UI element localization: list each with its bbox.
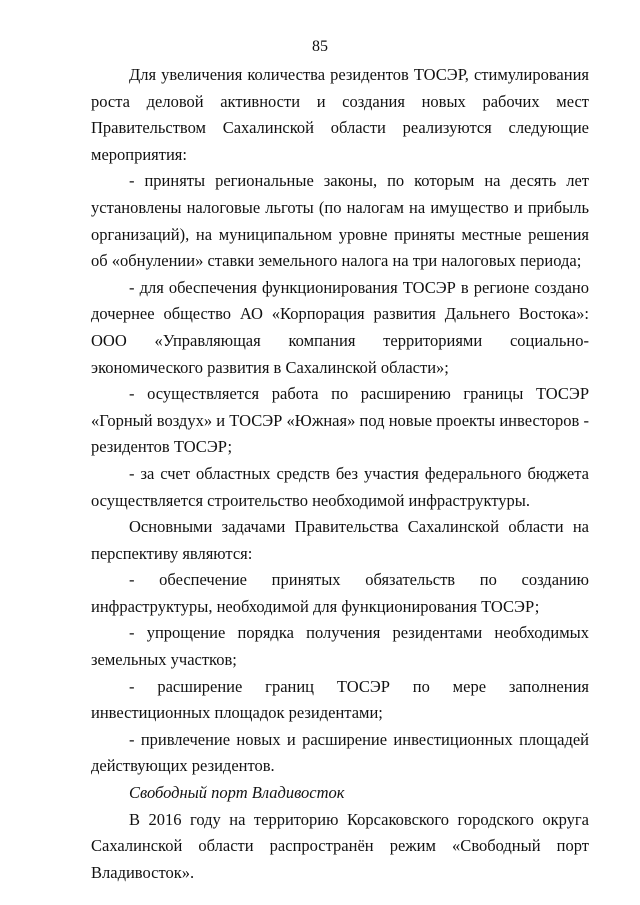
page-number: 85: [312, 38, 328, 55]
list-item-boundary-expansion: - осуществляется работа по расширению границы ТОСЭР «Горный воздух» и ТОСЭР «Южная» под новые проекты инвесторов - резидентов ТОСЭР;: [91, 384, 589, 457]
paragraph-free-port: В 2016 году на территорию Корсаковского городского округа Сахалинской области распространён режим «Свободный порт Владивосток».: [91, 809, 589, 882]
task-attract-investment: - привлечение новых и расширение инвестиционных площадей действующих резидентов.: [91, 729, 589, 776]
task-expand-boundaries: - расширение границ ТОСЭР по мере заполнения инвестиционных площадок резидентами;: [91, 676, 589, 723]
task-land-plots: - упрощение порядка получения резидентами необходимых земельных участков;: [91, 623, 589, 670]
paragraph-intro: Для увеличения количества резидентов ТОСЭР, стимулирования роста деловой активности и создания новых рабочих мест Правительством Сахалинской области реализуются следующие мероприятия:: [91, 65, 589, 164]
section-heading: Свободный порт Владивосток: [129, 783, 345, 803]
list-item-subsidiary: - для обеспечения функционирования ТОСЭР в регионе создано дочернее общество АО «Корпорация развития Дальнего Востока»: ООО «Управляющая компания территориями социально-экономического развития в Сахалинской области»;: [91, 277, 589, 377]
list-item-infrastructure: - за счет областных средств без участия федерального бюджета осуществляется строительство необходимой инфраструктуры.: [91, 463, 589, 510]
list-item-tax-benefits: - приняты региональные законы, по которым на десять лет установлены налоговые льготы (по налогам на имущество и прибыль организаций), на муниципальном уровне приняты местные решения об «обнулении» ставки земельного налога на три налоговых периода;: [91, 171, 589, 271]
task-obligations: - обеспечение принятых обязательств по созданию инфраструктуры, необходимой для функционирования ТОСЭР;: [91, 570, 589, 616]
paragraph-tasks: Основными задачами Правительства Сахалинской области на перспективу являются:: [91, 517, 589, 563]
page-body: [91, 62, 589, 886]
